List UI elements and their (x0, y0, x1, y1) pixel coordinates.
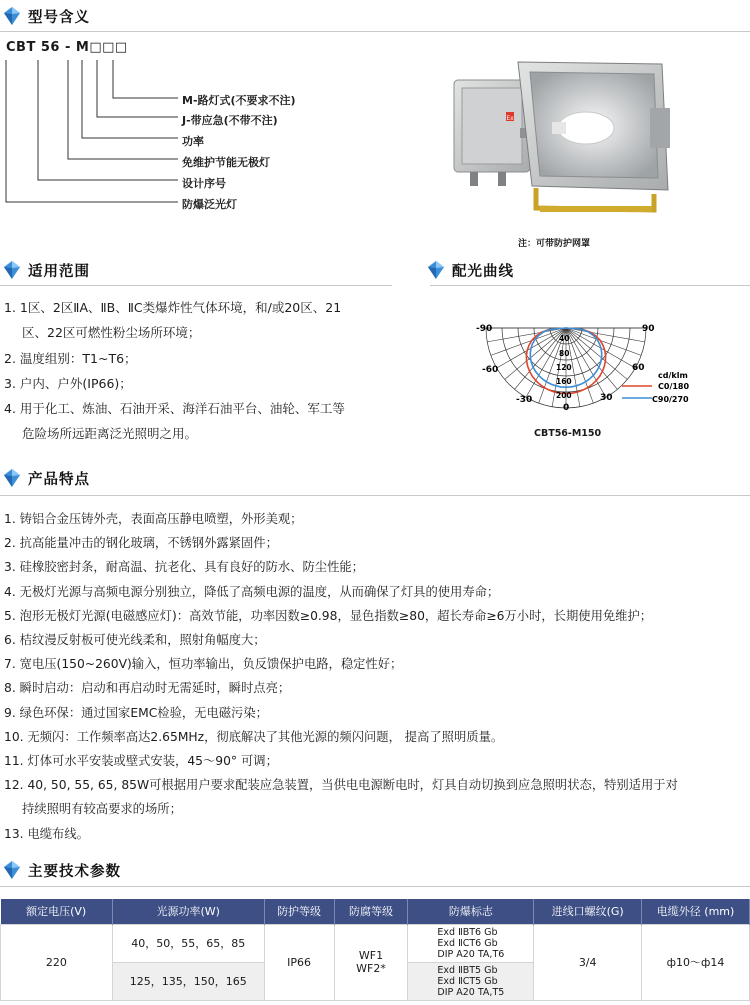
list-item: 9. 绿色环保：通过国家EMC检验，无电磁污染； (4, 705, 268, 720)
list-item: 10. 无频闪：工作频率高达2.65MHz，彻底解决了其他光源的频闪问题， 提高了照明质量。 (4, 729, 504, 744)
product-note: 注：可带防护网罩 (518, 239, 591, 249)
anticorrosion-value: WF1 (358, 949, 384, 962)
angle-label: 90 (642, 324, 655, 334)
list-item: 区、22区可燃性粉尘场所环境； (22, 325, 201, 341)
legend-item-product: 防爆泛光灯 (182, 198, 237, 211)
list-item: 8. 瞬时启动：启动和再启动时无需延时，瞬时点亮； (4, 681, 291, 696)
section-title-scope: 适用范围 (28, 263, 90, 280)
list-item: 5. 泡形无极灯光源(电磁感应灯)：高效节能，功率因数≥0.98，显色指数≥80，超长寿命≥6万小时，长期使用免维护； (4, 608, 653, 623)
table-cell-voltage: 220 (1, 924, 113, 1000)
legend-item-lamp-type: 免维护节能无极灯 (182, 156, 270, 169)
table-cell-marks (408, 962, 534, 1000)
features-list (4, 507, 750, 846)
anticorrosion-value: WF2* (356, 962, 386, 975)
section-title-spec: 主要技术参数 (28, 863, 121, 880)
table-cell-anticorrosion (334, 924, 408, 1000)
column-header: 额定电压(V) (1, 899, 113, 924)
radial-label: 200 (556, 391, 572, 400)
legend-item-road: M-路灯式(不要求不注) (182, 94, 296, 107)
table-header-row (1, 899, 750, 924)
list-item: 4. 用于化工、炼油、石油开采、海洋石油平台、油轮、军工等 (4, 401, 345, 417)
list-item: 13. 电缆布线。 (4, 826, 89, 841)
legend-item-emergency: J-带应急(不带不注) (182, 114, 278, 127)
ex-mark-line: DIP A20 TA,T5 (437, 986, 505, 998)
diamond-icon (4, 7, 20, 25)
diamond-icon (4, 469, 20, 487)
scope-section-header (0, 258, 90, 282)
spec-table (0, 899, 750, 1001)
radial-label: 80 (559, 349, 570, 358)
list-item: 12. 40, 50, 55, 65, 85W可根据用户要求配装应急装置，当供电电源断电时，灯具自动切换到应急照明状态，特别适用于对 (4, 778, 678, 793)
ex-mark-line: Exd ⅡBT5 Gb (437, 964, 498, 976)
column-header: 防爆标志 (408, 899, 534, 924)
spec-section-header (0, 858, 121, 882)
list-item: 2. 温度组别：T1~T6； (4, 350, 137, 366)
floodlight-product-image (440, 58, 690, 228)
angle-label: 0 (563, 403, 570, 413)
angle-label: -90 (476, 324, 493, 334)
legend-item-design-no: 设计序号 (182, 177, 226, 190)
model-section-header (0, 4, 90, 28)
table-cell-marks (408, 924, 534, 962)
list-item: 7. 宽电压(150~260V)输入，恒功率输出，负反馈保护电路，稳定性好； (4, 657, 403, 672)
ex-mark-line: Exd ⅡCT5 Gb (437, 975, 498, 987)
unit-label: cd/klm (658, 371, 688, 380)
column-header: 电缆外径 (mm) (642, 899, 750, 924)
list-item: 2. 抗高能量冲击的钢化玻璃，不锈钢外露紧固件； (4, 536, 278, 551)
divider (0, 285, 392, 286)
features-section-header (0, 466, 90, 490)
list-item: 持续照明有较高要求的场所； (22, 802, 182, 817)
table-cell-power: 125，135，150，165 (112, 962, 264, 1000)
legend-label-c90: C90/270 (652, 395, 689, 404)
table-cell-power: 40，50，55，65，85 (112, 924, 264, 962)
divider (430, 285, 750, 286)
list-item: 1. 1区、2区ⅡA、ⅡB、ⅡC类爆炸性气体环境，和/或20区、21 (4, 300, 342, 315)
curve-section-header (424, 258, 514, 282)
ex-mark-line: Exd ⅡBT6 Gb (437, 926, 498, 938)
divider (0, 31, 750, 32)
list-item: 1. 铸铝合金压铸外壳，表面高压静电喷塑，外形美观； (4, 512, 303, 526)
section-title-curve: 配光曲线 (452, 263, 514, 280)
radial-label: 160 (556, 377, 572, 386)
angle-label: 60 (632, 363, 645, 373)
column-header: 进线口螺纹(G) (534, 899, 642, 924)
column-header: 防护等级 (264, 899, 334, 924)
table-row (1, 924, 750, 962)
table-cell-cable: ф10～ф14 (642, 924, 750, 1000)
diamond-icon (428, 261, 444, 279)
legend-item-power: 功率 (182, 135, 204, 148)
column-header: 防腐等级 (334, 899, 408, 924)
ex-mark-line: DIP A20 TA,T6 (437, 948, 505, 960)
polar-light-curve (462, 318, 700, 428)
ex-badge-text: Ex (506, 115, 514, 122)
radial-label: 40 (559, 334, 570, 343)
table-cell-thread: 3/4 (534, 924, 642, 1000)
curve-caption: CBT56-M150 (534, 428, 602, 439)
legend-label-c0: C0/180 (658, 382, 690, 391)
list-item: 3. 硅橡胶密封条，耐高温、抗老化、具有良好的防水、防尘性能； (4, 560, 364, 575)
model-code: CBT 56 - M□□□ (6, 40, 128, 55)
model-legend-lines (0, 56, 185, 211)
section-title-features: 产品特点 (28, 471, 90, 488)
angle-label: 30 (600, 393, 613, 403)
list-item: 6. 桔纹漫反射板可使光线柔和，照射角幅度大； (4, 633, 266, 648)
angle-label: -30 (516, 395, 533, 405)
divider (0, 886, 750, 887)
list-item: 11. 灯体可水平安装或壁式安装，45～90° 可调； (4, 754, 278, 769)
list-item: 4. 无极灯光源与高频电源分别独立，降低了高频电源的温度，从而确保了灯具的使用寿命； (4, 584, 500, 599)
scope-list (4, 295, 345, 447)
radial-label: 120 (556, 363, 572, 372)
ex-mark-line: Exd ⅡCT6 Gb (437, 937, 498, 949)
list-item: 3. 户内、户外(IP66)； (4, 375, 132, 391)
column-header: 光源功率(W) (112, 899, 264, 924)
section-title-model: 型号含义 (28, 9, 90, 26)
list-item: 危险场所远距离泛光照明之用。 (22, 426, 198, 442)
diamond-icon (4, 861, 20, 879)
table-cell-protection: IP66 (264, 924, 334, 1000)
diamond-icon (4, 261, 20, 279)
divider (0, 495, 750, 496)
angle-label: -60 (482, 365, 499, 375)
